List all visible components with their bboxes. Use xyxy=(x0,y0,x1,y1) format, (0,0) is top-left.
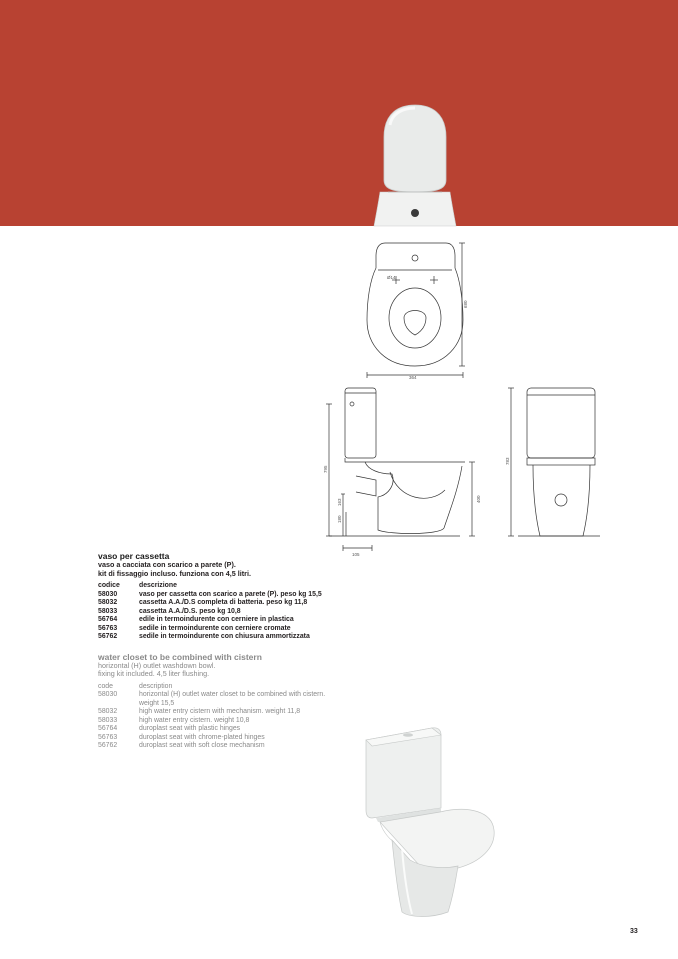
table-row xyxy=(98,691,325,700)
plan-view-drawing xyxy=(367,243,465,378)
row-description: cassetta A.A./D.S. peso kg 10,8 xyxy=(139,607,241,615)
product-description xyxy=(98,551,398,751)
table-row xyxy=(98,599,322,608)
table-header-row xyxy=(98,582,322,591)
row-description: edile in termoindurente con cerniere in plastica xyxy=(139,616,294,624)
table-row xyxy=(98,734,325,743)
row-description: high water entry cistern with mechanism. weight 11,8 xyxy=(139,708,301,716)
header-code: code xyxy=(98,682,113,690)
table-row xyxy=(98,633,322,642)
table-row xyxy=(98,616,322,625)
front-view-drawing xyxy=(508,388,600,536)
row-code: 56764 xyxy=(98,616,118,624)
dim-side-height: 795 xyxy=(323,465,328,473)
row-description: duroplast seat with chrome-plated hinges xyxy=(139,733,265,741)
row-description: vaso per cassetta con scarico a parete (P). peso kg 15,5 xyxy=(139,590,322,598)
table-header-row xyxy=(98,683,325,692)
row-description: duroplast seat with plastic hinges xyxy=(139,725,241,733)
row-code xyxy=(98,700,139,709)
dim-front-height: 783 xyxy=(505,457,510,465)
header-description: descrizione xyxy=(139,582,177,590)
table-row xyxy=(98,742,325,751)
row-description: duroplast seat with soft close mechanism xyxy=(139,742,265,750)
dim-side-outlet-offset: 105 xyxy=(352,552,360,557)
table-row xyxy=(98,591,322,600)
row-code: 58033 xyxy=(98,607,118,615)
row-description: cassetta A.A./D.S completa di batteria. peso kg 11,8 xyxy=(139,599,308,607)
italian-code-table xyxy=(98,582,322,642)
side-view-drawing xyxy=(326,388,475,551)
dim-plan-width: 364 xyxy=(409,375,417,380)
row-description: high water entry cistern. weight 10,8 xyxy=(139,716,250,724)
italian-title: vaso per cassetta xyxy=(98,551,170,561)
table-row xyxy=(98,708,325,717)
italian-subtitle-1: vaso a cacciata con scarico a parete (P). xyxy=(98,560,236,569)
row-code: 56762 xyxy=(98,633,118,641)
italian-subtitle-2: kit di fissaggio incluso. funziona con 4,5 litri. xyxy=(98,568,251,578)
row-code: 56762 xyxy=(98,742,118,750)
row-description: sedile in termoindurente con chiusura ammortizzata xyxy=(139,633,310,641)
page-number: 33 xyxy=(630,928,638,935)
header-description: description xyxy=(139,682,173,690)
dim-side-seat-height: 400 xyxy=(476,495,481,503)
row-code: 58030 xyxy=(98,590,118,598)
row-description: weight 15,5 xyxy=(139,699,175,707)
dim-plan-length: 680 xyxy=(463,300,468,308)
dim-side-outlet-mid: 163 xyxy=(337,498,342,506)
row-description: horizontal (H) outlet water closet to be combined with cistern. xyxy=(139,691,326,699)
english-code-table xyxy=(98,683,325,751)
product-photo-top xyxy=(374,105,456,226)
dim-plan-hole: Ø14 xyxy=(387,275,396,280)
row-code: 58033 xyxy=(98,716,118,724)
header-code: codice xyxy=(98,582,120,590)
product-photo-bottom xyxy=(366,728,494,917)
table-row xyxy=(98,700,325,709)
row-code: 56763 xyxy=(98,624,118,632)
table-row xyxy=(98,725,325,734)
row-code: 56764 xyxy=(98,725,118,733)
table-row xyxy=(98,608,322,617)
english-title: water closet to be combined with cistern xyxy=(98,651,262,662)
row-code: 58032 xyxy=(98,599,118,607)
row-code: 58032 xyxy=(98,708,118,716)
row-code: 56763 xyxy=(98,733,118,741)
table-row xyxy=(98,625,322,634)
table-row xyxy=(98,717,325,726)
row-code: 58030 xyxy=(98,691,118,699)
english-subtitle-1: horizontal (H) outlet washdown bowl. xyxy=(98,660,216,670)
row-description: sedile in termoindurente con cerniere cromate xyxy=(139,624,291,632)
english-subtitle-2: fixing kit included. 4,5 liter flushing. xyxy=(98,669,210,679)
dim-side-outlet-height: 180 xyxy=(337,515,342,523)
